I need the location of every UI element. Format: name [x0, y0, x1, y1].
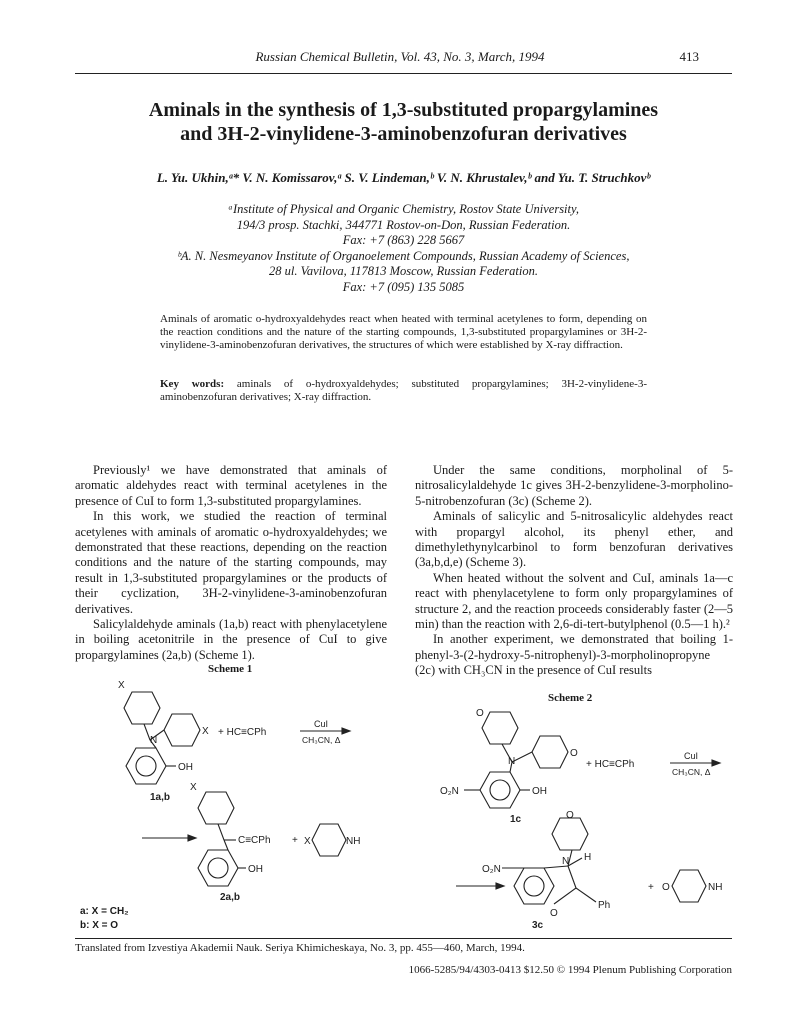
- translation-note: Translated from Izvestiya Akademii Nauk. Seriya Khimicheskaya, No. 3, pp. 455—460, March, 1994.: [75, 942, 525, 954]
- atom-label: X: [190, 782, 197, 793]
- atom-label: O₂N: [440, 786, 459, 797]
- compound-label: 1c: [510, 814, 522, 825]
- affiliation-line: 194/3 prosp. Stachki, 344771 Rostov-on-Don, Russian Federation.: [236, 217, 571, 232]
- scheme-1-caption: Scheme 1: [208, 663, 253, 675]
- affiliations: [100, 202, 707, 295]
- compound-label: 2a,b: [220, 892, 241, 903]
- affiliation-line: Fax: +7 (863) 228 5667: [342, 233, 465, 247]
- paragraph: Salicylaldehyde aminals (1a,b) react with phenylacetylene in boiling acetonitrile in the presence of CuI to give propargylamines (2a,b) (Scheme 1).: [75, 617, 387, 662]
- paragraph: In another experiment, we demonstrated that boiling 1-phenyl-3-(2-hydroxy-5-nitrophenyl)-3-morpholinopropyne (2c) with CH₃CN in the presence of CuI results: [415, 632, 733, 678]
- paragraph: Previously¹ we have demonstrated that aminals of aromatic aldehydes react with terminal acetylenes in the presence of CuI to form 1,3-substituted propargylamines.: [75, 463, 387, 508]
- atom-label: X: [202, 726, 209, 737]
- compound-label: 3c: [532, 920, 544, 931]
- scheme-1-diagram: [80, 678, 380, 928]
- alkyne-label: C≡CPh: [238, 835, 271, 846]
- reagent-label: + HC≡CPh: [586, 759, 635, 770]
- keywords: [160, 378, 647, 404]
- legend-a: a: X = CH₂: [80, 906, 129, 917]
- paragraph: When heated without the solvent and CuI, aminals 1a—c react with phenylacetylene to form only propargylamines of structure 2, and the reaction proceeds considerably faster (2—5 min) than the reaction with 2,6-di-tert-butylphenol (0.5—1 h).²: [415, 570, 733, 632]
- atom-label: NH: [346, 836, 361, 847]
- atom-label: O: [662, 882, 670, 893]
- bond-line: [224, 840, 228, 850]
- benzene-ring: [514, 868, 554, 904]
- title-line-1: Aminals in the synthesis of 1,3-substituted propargylamines: [148, 99, 659, 121]
- legend-b: b: X = O: [80, 920, 119, 931]
- keywords-text: aminals of o-hydroxyaldehydes; substituted propargylamines; 3H-2-vinylidene-3-aminobenzofuran derivatives; X-ray diffraction.: [160, 378, 647, 404]
- title-line-2: and 3H-2-vinylidene-3-aminobenzofuran derivatives: [180, 123, 627, 145]
- paragraph: In this work, we studied the reaction of terminal acetylenes with aminals of aromatic o-hydroxyaldehydes; we demonstrated that these reactions, depending on the reaction conditions and the nature of the starting compounds, may result in 1,3-substituted propargylamines or the products of their cyclization, 3H-2-vinylidene-3-aminobenzofuran derivatives.: [75, 509, 387, 616]
- ring-shape: [672, 870, 706, 902]
- conditions-label: CH₃CN, Δ: [672, 767, 711, 777]
- ring-shape: [482, 712, 518, 744]
- atom-label: OH: [248, 864, 263, 875]
- ring-shape: [198, 792, 234, 824]
- atom-label: O: [566, 810, 574, 821]
- bond-line: [554, 888, 576, 904]
- atom-label: Ph: [598, 900, 611, 911]
- article-title: [100, 98, 707, 146]
- compound-label: 1a,b: [150, 792, 171, 803]
- catalyst-label: CuI: [314, 719, 329, 729]
- catalyst-label: CuI: [684, 751, 699, 761]
- arrow-head: [712, 760, 720, 766]
- affiliation-line: Fax: +7 (095) 135 5085: [342, 279, 465, 294]
- arrow-head: [496, 883, 504, 889]
- atom-label: N: [150, 735, 158, 746]
- body-column-left: [75, 463, 387, 663]
- ring-shape: [312, 824, 346, 856]
- affiliation-line: ᵇA. N. Nesmeyanov Institute of Organoelement Compounds, Russian Academy of Sciences,: [177, 248, 630, 263]
- benzene-ring: [198, 850, 238, 886]
- benzene-ring: [126, 748, 166, 784]
- bond-line: [576, 888, 596, 902]
- body-column-right: [415, 463, 733, 679]
- copyright-line: 1066-5285/94/4303-0413 $12.50 © 1994 Plenum Publishing Corporation: [408, 964, 732, 976]
- paragraph: Under the same conditions, morpholinal of 5-nitrosalicylaldehyde 1c gives 3H-2-benzylidene-3-morpholino-5-nitrobenzofuran (3c) (Scheme 2).: [415, 463, 733, 508]
- plus-sign: +: [292, 835, 298, 846]
- atom-label: H: [584, 852, 592, 863]
- ring-shape: [552, 818, 588, 850]
- affiliation-line: ᵃInstitute of Physical and Organic Chemistry, Rostov State University,: [227, 202, 579, 216]
- page-number: 413: [679, 49, 699, 64]
- aromatic-circle: [490, 780, 510, 800]
- atom-label: O: [476, 708, 484, 719]
- footer-rule: [75, 938, 732, 939]
- arrow-head: [342, 728, 350, 734]
- atom-label: X: [304, 836, 311, 847]
- plus-sign: +: [648, 882, 654, 893]
- atom-label: OH: [178, 762, 193, 773]
- bond-line: [218, 824, 224, 840]
- benzene-ring: [480, 772, 520, 808]
- ring-shape: [532, 736, 568, 768]
- reagent-label: + HC≡CPh: [218, 727, 267, 738]
- paragraph: Aminals of salicylic and 5-nitrosalicylic aldehydes react with propargyl alcohol, its phenyl ether, and dimethylethynylcarbinol to form benzofuran derivatives (3a,b,d,e) (Scheme 3).: [415, 509, 733, 570]
- atom-label: O: [570, 748, 578, 759]
- arrow-head: [188, 835, 196, 841]
- atom-label: OH: [532, 786, 547, 797]
- atom-label: O₂N: [482, 864, 501, 875]
- ring-shape: [124, 692, 160, 724]
- affiliation-line: 28 ul. Vavilova, 117813 Moscow, Russian Federation.: [269, 264, 538, 278]
- scheme-2-diagram: [420, 706, 735, 931]
- aromatic-circle: [136, 756, 156, 776]
- author-list: L. Yu. Ukhin,ᵃ* V. N. Komissarov,ᵃ S. V. Lindeman,ᵇ V. N. Khrustalev,ᵇ and Yu. T. Struchkovᵇ: [156, 170, 651, 185]
- ring-shape: [164, 714, 200, 746]
- keywords-label: Key words:: [160, 378, 225, 390]
- atom-label: X: [118, 680, 125, 691]
- aromatic-circle: [524, 876, 544, 896]
- atom-label: N: [508, 756, 516, 767]
- abstract: Aminals of aromatic o-hydroxyaldehydes react when heated with terminal acetylenes to form, depending on the reaction conditions and the nature of the starting compounds, 1,3-substituted propargylamines or 3H-2-vinylidene-3-aminobenzofuran derivatives, the structures of which were established by X-ray diffraction.: [160, 313, 647, 352]
- scheme-2-caption: Scheme 2: [548, 692, 593, 704]
- running-head: [0, 49, 807, 69]
- atom-label: O: [550, 908, 558, 919]
- atom-label: N: [562, 856, 570, 867]
- bond-line: [568, 866, 576, 888]
- conditions-label: CH₃CN, Δ: [302, 735, 341, 745]
- journal-citation: Russian Chemical Bulletin, Vol. 43, No. 3, March, 1994: [255, 49, 545, 64]
- header-rule: [75, 73, 732, 74]
- atom-label: NH: [708, 882, 723, 893]
- aromatic-circle: [208, 858, 228, 878]
